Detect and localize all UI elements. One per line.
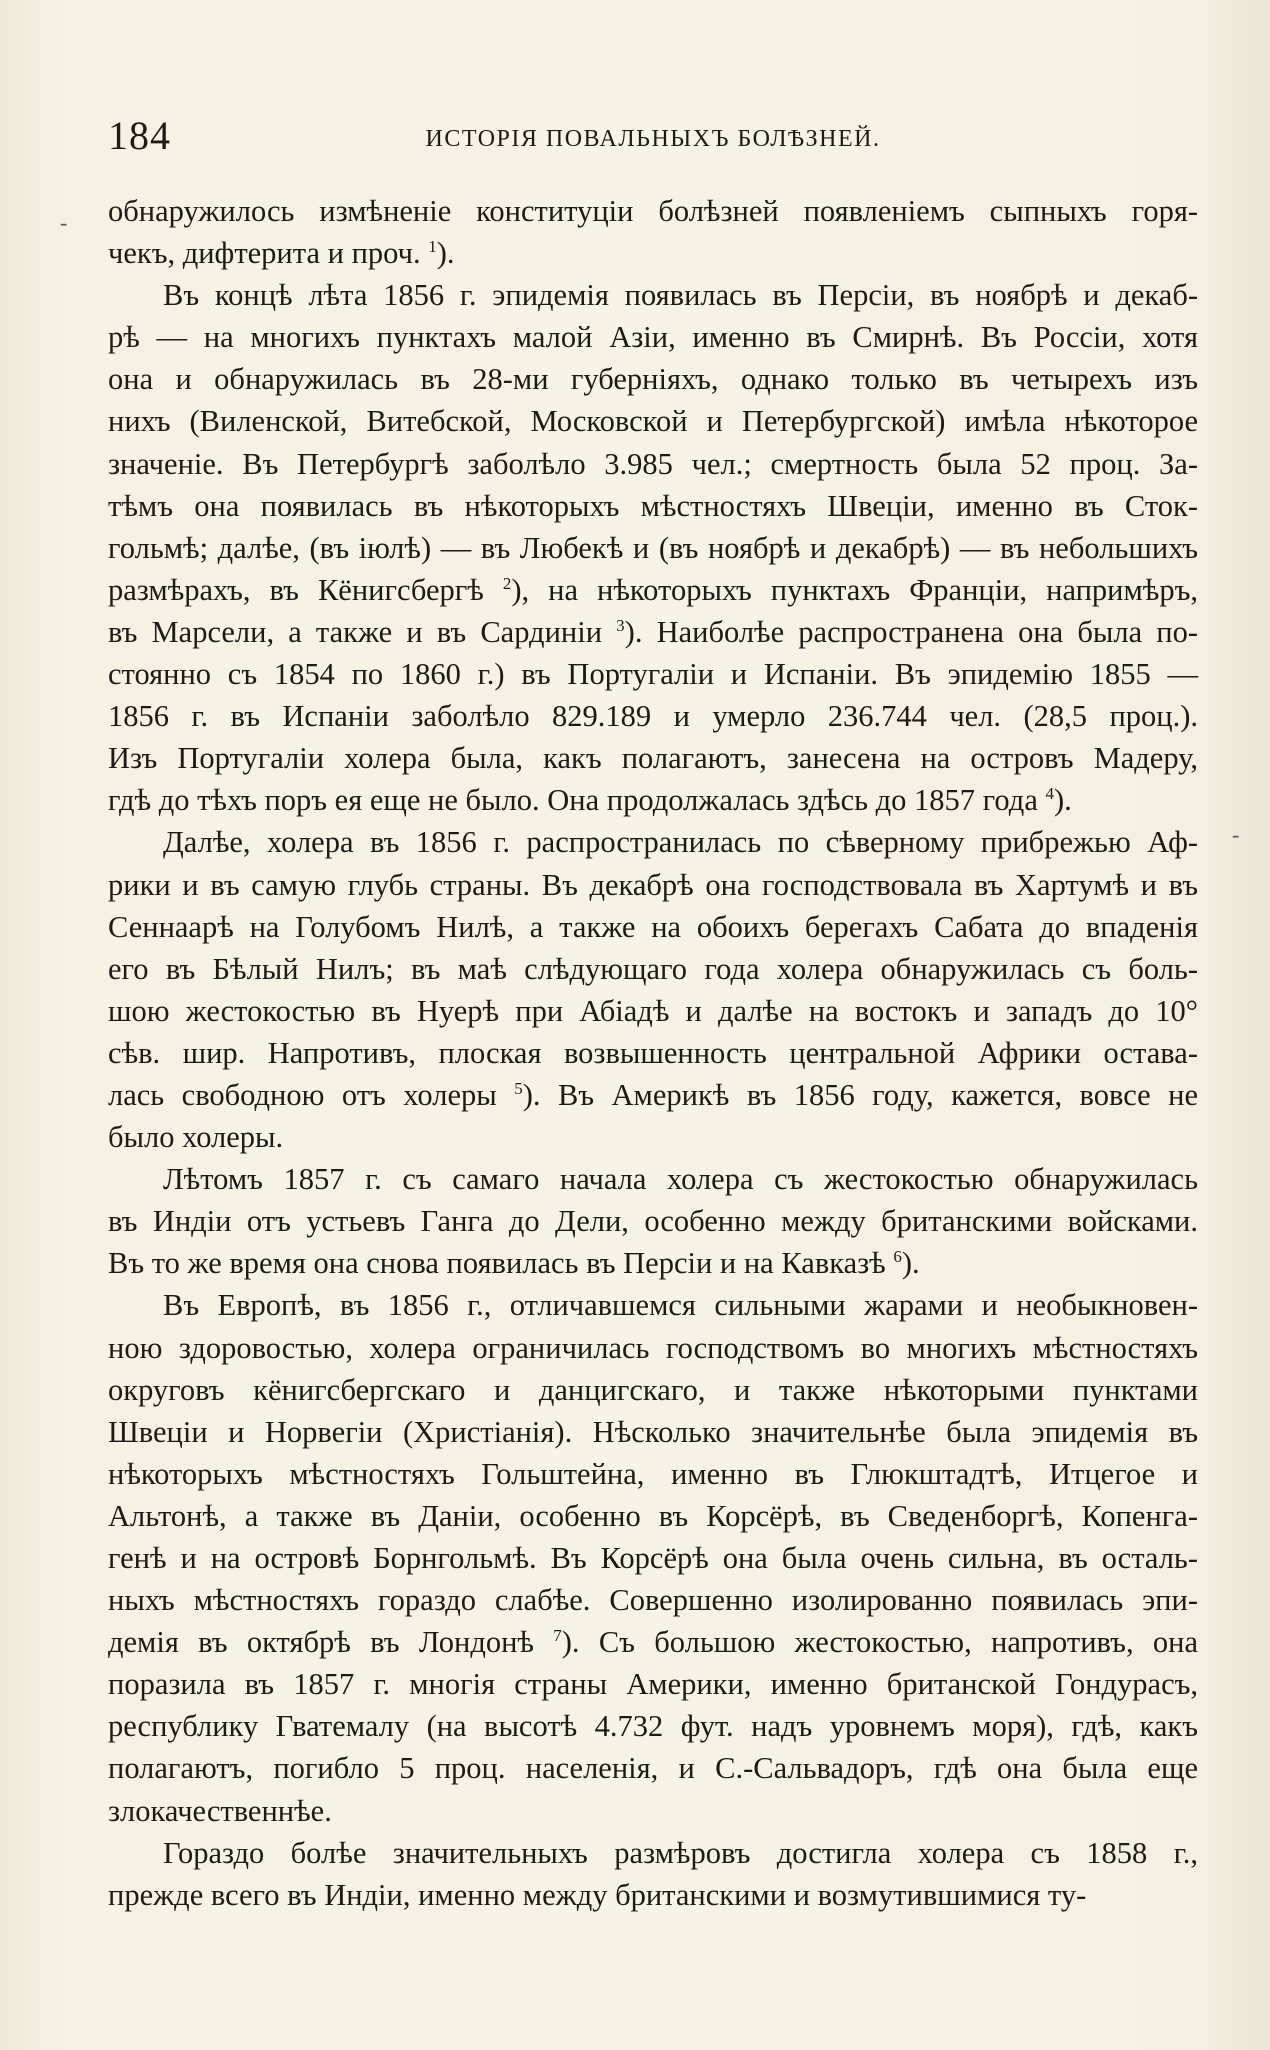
text-run: прежде всего въ Индіи, именно между британскими и возмутившимися ту- bbox=[108, 1877, 1087, 1912]
text-run: Альтонѣ, а также въ Даніи, особенно въ Корсёрѣ, въ Сведенборгѣ, Копенга- bbox=[108, 1498, 1198, 1533]
text-line bbox=[108, 1747, 1198, 1789]
text-line bbox=[108, 527, 1198, 569]
text-run: тѣмъ она появилась въ нѣкоторыхъ мѣстностяхъ Швеціи, именно въ Сток- bbox=[108, 488, 1198, 523]
text-run: рѣ — на многихъ пунктахъ малой Азіи, именно въ Смирнѣ. Въ Россіи, хотя bbox=[108, 320, 1198, 355]
text-line bbox=[108, 1158, 1198, 1200]
text-line bbox=[108, 190, 1198, 232]
page-number: 184 bbox=[108, 113, 171, 158]
text-line bbox=[108, 1705, 1198, 1747]
text-line bbox=[108, 1790, 1198, 1832]
text-run: она и обнаружилась въ 28-ми губерніяхъ, однако только въ четырехъ изъ bbox=[108, 362, 1198, 397]
text-line bbox=[108, 821, 1198, 863]
text-run: округовъ кёнигсбергскаго и данцигскаго, и также нѣкоторыми пунктами bbox=[108, 1372, 1198, 1407]
text-line bbox=[108, 1242, 1198, 1284]
text-line bbox=[108, 611, 1198, 653]
text-line bbox=[108, 948, 1198, 990]
body-text bbox=[108, 190, 1198, 1916]
text-line bbox=[108, 1579, 1198, 1621]
text-line bbox=[108, 1327, 1198, 1369]
footnote-marker: 6 bbox=[893, 1247, 902, 1267]
text-run: полагаютъ, погибло 5 проц. населенія, и С.-Сальвадоръ, гдѣ она была еще bbox=[108, 1751, 1198, 1786]
footnote-marker: 3 bbox=[616, 615, 625, 635]
text-line bbox=[108, 274, 1198, 316]
text-run: его въ Бѣлый Нилъ; въ маѣ слѣдующаго года холера обнаружилась съ боль- bbox=[108, 951, 1198, 986]
footnote-marker: 7 bbox=[553, 1626, 562, 1646]
text-run: стоянно съ 1854 по 1860 г.) въ Португаліи и Испаніи. Въ эпидемію 1855 — bbox=[108, 657, 1198, 692]
paragraph bbox=[108, 821, 1198, 1158]
text-line bbox=[108, 358, 1198, 400]
margin-dash-mark: ‐ bbox=[60, 210, 68, 235]
text-line bbox=[108, 1032, 1198, 1074]
text-run: ною здоровостью, холера ограничилась господствомъ во многихъ мѣстностяхъ bbox=[108, 1330, 1198, 1365]
text-line bbox=[108, 1074, 1198, 1116]
text-run: Въ Европѣ, въ 1856 г., отличавшемся сильными жарами и необыкновен- bbox=[163, 1288, 1198, 1323]
running-title: ИСТОРІЯ ПОВАЛЬНЫХЪ БОЛѢЗНЕЙ. bbox=[425, 126, 881, 152]
text-run: гдѣ до тѣхъ поръ ея еще не было. Она продолжалась здѣсь до 1857 года bbox=[108, 783, 1046, 818]
text-run: Сеннаарѣ на Голубомъ Нилѣ, а также на обоихъ берегахъ Сабата до впаденія bbox=[108, 909, 1198, 944]
paragraph bbox=[108, 1158, 1198, 1284]
text-run: ). bbox=[436, 236, 455, 271]
text-line bbox=[108, 316, 1198, 358]
text-line bbox=[108, 990, 1198, 1032]
text-run: обнаружилось измѣненіе конституціи болѣзней появленіемъ сыпныхъ горя- bbox=[108, 194, 1198, 228]
paragraph bbox=[108, 1284, 1198, 1831]
text-line bbox=[108, 695, 1198, 737]
text-run: Въ то же время она снова появилась въ Персіи и на Кавказѣ bbox=[108, 1246, 894, 1281]
text-run: чекъ, дифтерита и проч. bbox=[108, 236, 429, 271]
text-line bbox=[108, 400, 1198, 442]
text-run: ), на нѣкоторыхъ пунктахъ Франціи, напримѣръ, bbox=[511, 572, 1199, 607]
text-run: размѣрахъ, въ Кёнигсбергѣ bbox=[108, 572, 503, 607]
text-run: было холеры. bbox=[108, 1120, 284, 1155]
footnote-marker: 1 bbox=[428, 236, 437, 256]
text-line bbox=[108, 1284, 1198, 1326]
text-run: въ Индіи отъ устьевъ Ганга до Дели, особенно между британскими войсками. bbox=[108, 1204, 1198, 1239]
text-line bbox=[108, 1369, 1198, 1411]
text-run: ). Наиболѣе распространена она была по- bbox=[624, 614, 1198, 649]
text-run: нихъ (Виленской, Витебской, Московской и Петербургской) имѣла нѣкоторое bbox=[108, 404, 1198, 439]
text-line bbox=[108, 864, 1198, 906]
text-run: Далѣе, холера въ 1856 г. распространилась по сѣверному прибрежью Аф- bbox=[163, 825, 1198, 860]
text-run: ныхъ мѣстностяхъ гораздо слабѣе. Совершенно изолированно появилась эпи- bbox=[108, 1583, 1198, 1618]
text-line bbox=[108, 569, 1198, 611]
text-line bbox=[108, 1495, 1198, 1537]
text-run: ). bbox=[1054, 783, 1072, 818]
text-run: Изъ Португаліи холера была, какъ полагаютъ, занесена на островъ Мадеру, bbox=[108, 741, 1198, 776]
text-run: ). Съ большою жестокостью, напротивъ, она bbox=[561, 1625, 1198, 1660]
text-run: въ Марсели, а также и въ Сардиніи bbox=[108, 614, 617, 649]
text-run: ). bbox=[901, 1246, 920, 1281]
text-line bbox=[108, 1663, 1198, 1705]
text-line bbox=[108, 443, 1198, 485]
text-run: Гораздо болѣе значительныхъ размѣровъ достигла холера съ 1858 г., bbox=[163, 1835, 1198, 1870]
text-line bbox=[108, 1832, 1198, 1874]
text-line bbox=[108, 1874, 1198, 1916]
text-run: поразила въ 1857 г. многія страны Америки, именно британской Гондурасъ, bbox=[108, 1667, 1198, 1702]
text-line bbox=[108, 779, 1198, 821]
text-run: Швеціи и Норвегіи (Христіанія). Нѣсколько значительнѣе была эпидемія въ bbox=[108, 1414, 1198, 1449]
text-run: республику Гватемалу (на высотѣ 4.732 фут. надъ уровнемъ моря), гдѣ, какъ bbox=[108, 1709, 1198, 1744]
text-line bbox=[108, 653, 1198, 695]
text-line bbox=[108, 737, 1198, 779]
text-run: злокачественнѣе. bbox=[108, 1793, 332, 1828]
text-line bbox=[108, 1453, 1198, 1495]
text-run: демія въ октябрѣ въ Лондонѣ bbox=[108, 1625, 554, 1660]
text-run: нѣкоторыхъ мѣстностяхъ Гольштейна, именно въ Глюкштадтѣ, Итцегое и bbox=[108, 1456, 1198, 1491]
text-line bbox=[108, 232, 1198, 274]
text-line bbox=[108, 1200, 1198, 1242]
text-run: сѣв. шир. Напротивъ, плоская возвышенность центральной Африки остава- bbox=[108, 1035, 1198, 1070]
text-run: ). Въ Америкѣ въ 1856 году, кажется, вовсе не bbox=[522, 1077, 1198, 1112]
footnote-marker: 5 bbox=[514, 1078, 523, 1098]
text-line bbox=[108, 1116, 1198, 1158]
text-run: Лѣтомъ 1857 г. съ самаго начала холера съ жестокостью обнаружилась bbox=[163, 1162, 1198, 1197]
paragraph bbox=[108, 274, 1198, 821]
text-run: 1856 г. въ Испаніи заболѣло 829.189 и умерло 236.744 чел. (28,5 проц.). bbox=[108, 699, 1198, 734]
text-run: лась свободною отъ холеры bbox=[108, 1077, 515, 1112]
text-line bbox=[108, 1411, 1198, 1453]
paragraph bbox=[108, 190, 1198, 274]
text-run: рики и въ самую глубь страны. Въ декабрѣ она господствовала въ Хартумѣ и въ bbox=[108, 867, 1198, 902]
text-run: Въ концѣ лѣта 1856 г. эпидемія появилась въ Персіи, въ ноябрѣ и декаб- bbox=[163, 278, 1198, 313]
text-run: генѣ и на островѣ Борнгольмѣ. Въ Корсёрѣ она была очень сильна, въ осталь- bbox=[108, 1541, 1198, 1575]
text-line bbox=[108, 1621, 1198, 1663]
text-run: значеніе. Въ Петербургѣ заболѣло 3.985 чел.; смертность была 52 проц. За- bbox=[108, 446, 1198, 481]
text-line bbox=[108, 1537, 1198, 1579]
footnote-marker: 4 bbox=[1045, 784, 1054, 804]
text-line bbox=[108, 906, 1198, 948]
margin-dash-mark: - bbox=[1232, 822, 1240, 847]
footnote-marker: 2 bbox=[502, 573, 512, 593]
running-head bbox=[108, 112, 1198, 172]
text-run: шою жестокостью въ Нуерѣ при Абіадѣ и далѣе на востокъ и западъ до 10° bbox=[108, 993, 1198, 1028]
text-line bbox=[108, 485, 1198, 527]
paragraph bbox=[108, 1832, 1198, 1916]
text-run: гольмѣ; далѣе, (въ іюлѣ) — въ Любекѣ и (въ ноябрѣ и декабрѣ) — въ небольшихъ bbox=[108, 530, 1198, 565]
